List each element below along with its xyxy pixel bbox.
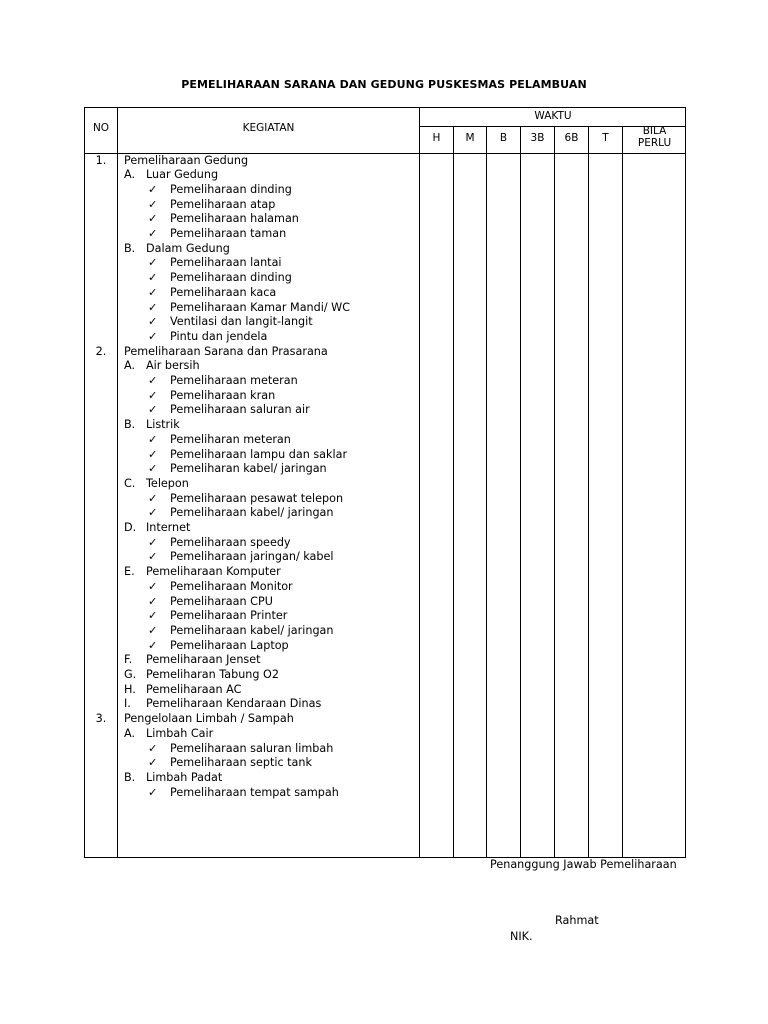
header-waktu: WAKTU xyxy=(534,110,572,122)
signature-name: Rahmat xyxy=(555,914,599,927)
activity-subgroup xyxy=(124,242,230,257)
header-col-3b: 3B xyxy=(530,132,545,144)
checkmark-icon: ✓ xyxy=(148,609,158,623)
activity-item-label: Pemeliharaan jaringan/ kabel xyxy=(170,550,334,564)
column-divider xyxy=(554,127,555,857)
signature-role: Penanggung Jawab Pemeliharaan xyxy=(490,858,677,871)
subgroup-letter: A. xyxy=(124,168,136,182)
activity-item-label: Pemeliharan kabel/ jaringan xyxy=(170,462,327,476)
activity-item-label: Pemeliharaan saluran limbah xyxy=(170,741,334,755)
activity-item-label: Pemeliharan meteran xyxy=(170,432,291,446)
activity-group-label: Pemeliharaan Sarana dan Prasarana xyxy=(124,344,328,358)
header-col-b: B xyxy=(499,132,508,144)
activity-group xyxy=(124,345,328,360)
activity-item-label: Pemeliharaan kran xyxy=(170,388,276,402)
activity-item xyxy=(148,271,292,286)
activity-subgroup xyxy=(124,521,190,536)
row-number: 1. xyxy=(95,153,107,167)
checkmark-icon: ✓ xyxy=(148,638,158,652)
header-no: NO xyxy=(92,122,110,134)
checkmark-icon: ✓ xyxy=(148,741,158,755)
checkmark-icon: ✓ xyxy=(148,197,158,211)
activity-group xyxy=(124,154,248,169)
activity-item xyxy=(148,374,298,389)
checkmark-icon: ✓ xyxy=(148,535,158,549)
activity-item xyxy=(148,448,347,463)
activity-subgroup xyxy=(124,727,213,742)
checkmark-icon: ✓ xyxy=(148,579,158,593)
activity-item-label: Pemeliharaan kabel/ jaringan xyxy=(170,506,334,520)
activity-item-label: Pemeliharaan saluran air xyxy=(170,403,310,417)
activity-group xyxy=(124,712,294,727)
activity-subgroup xyxy=(124,477,189,492)
activity-item xyxy=(148,286,276,301)
checkmark-icon: ✓ xyxy=(148,256,158,270)
activity-subgroup xyxy=(124,565,281,580)
subgroup-letter: A. xyxy=(124,359,136,373)
subgroup-label: Pemeliharaan Komputer xyxy=(146,565,281,579)
checkmark-icon: ✓ xyxy=(148,271,158,285)
activity-item xyxy=(148,609,287,624)
activity-item xyxy=(148,624,334,639)
column-divider xyxy=(520,127,521,857)
activity-item-label: Pemeliharaan dinding xyxy=(170,271,292,285)
activity-item xyxy=(148,506,334,521)
activity-item-label: Pemeliharaan pesawat telepon xyxy=(170,491,344,505)
checkmark-icon: ✓ xyxy=(148,403,158,417)
activity-item xyxy=(148,786,339,801)
activity-item-label: Pemeliharaan speedy xyxy=(170,535,291,549)
subgroup-label: Pemeliharaan Jenset xyxy=(146,653,261,667)
activity-item xyxy=(148,256,282,271)
subgroup-label: Internet xyxy=(146,521,191,534)
activity-item-label: Ventilasi dan langit-langit xyxy=(170,315,313,329)
activity-item-label: Pemeliharaan CPU xyxy=(170,594,273,608)
subgroup-letter: E. xyxy=(124,565,135,579)
activity-item-label: Pemeliharaan Laptop xyxy=(170,638,289,652)
checkmark-icon: ✓ xyxy=(148,756,158,770)
activity-item xyxy=(148,389,275,404)
activity-item xyxy=(148,183,292,198)
activity-item xyxy=(148,433,291,448)
header-col-m: M xyxy=(465,132,475,144)
activity-item xyxy=(148,403,310,418)
activity-subgroup xyxy=(124,668,279,683)
subgroup-label: Air bersih xyxy=(146,359,200,373)
checkmark-icon: ✓ xyxy=(148,388,158,402)
column-divider xyxy=(453,127,454,857)
subgroup-label: Telepon xyxy=(146,476,189,490)
checkmark-icon: ✓ xyxy=(148,462,158,476)
checkmark-icon: ✓ xyxy=(148,182,158,196)
activity-group-label: Pemeliharaan Gedung xyxy=(124,153,249,167)
activity-item xyxy=(148,550,334,565)
activity-item xyxy=(148,212,299,227)
checkmark-icon: ✓ xyxy=(148,300,158,314)
subgroup-letter: C. xyxy=(124,476,136,490)
activity-subgroup xyxy=(124,697,321,712)
activity-item-label: Pemeliharaan Kamar Mandi/ WC xyxy=(170,300,351,314)
checkmark-icon: ✓ xyxy=(148,315,158,329)
activity-item-label: Pemeliharaan halaman xyxy=(170,212,299,226)
subgroup-letter: B. xyxy=(124,770,136,784)
activity-item-label: Pemeliharaan atap xyxy=(170,197,276,211)
activity-item-label: Pemeliharaan kabel/ jaringan xyxy=(170,623,334,637)
activity-subgroup xyxy=(124,653,261,668)
header-kegiatan: KEGIATAN xyxy=(242,122,295,134)
subgroup-letter: G. xyxy=(124,668,137,681)
activity-item xyxy=(148,742,333,757)
checkmark-icon: ✓ xyxy=(148,212,158,226)
checkmark-icon: ✓ xyxy=(148,506,158,520)
activity-subgroup xyxy=(124,418,180,433)
subgroup-letter: B. xyxy=(124,418,136,432)
activity-subgroup xyxy=(124,683,241,698)
activity-item xyxy=(148,227,286,242)
activity-item xyxy=(148,462,327,477)
activity-item-label: Pemeliharaan Monitor xyxy=(170,579,293,593)
activity-item xyxy=(148,330,267,345)
row-number: 2. xyxy=(95,344,107,358)
activity-item xyxy=(148,536,291,551)
activity-item xyxy=(148,580,293,595)
subgroup-label: Pemeliharaan Kendaraan Dinas xyxy=(146,697,322,711)
subgroup-label: Limbah Padat xyxy=(146,770,223,784)
maintenance-table xyxy=(84,107,686,858)
activity-subgroup xyxy=(124,771,222,786)
subgroup-label: Pemeliharaan AC xyxy=(146,682,242,696)
header-bila-perlu-line1: BILA xyxy=(642,125,667,137)
activity-subgroup xyxy=(124,359,200,374)
activity-item xyxy=(148,301,350,316)
column-divider xyxy=(588,127,589,857)
activity-item-label: Pemeliharaan meteran xyxy=(170,374,298,387)
subgroup-label: Pemeliharan Tabung O2 xyxy=(146,668,279,681)
checkmark-icon: ✓ xyxy=(148,550,158,564)
activity-item-label: Pemeliharaan Printer xyxy=(170,609,288,623)
column-divider xyxy=(419,108,420,857)
subgroup-letter: F. xyxy=(124,653,133,667)
activity-subgroup xyxy=(124,168,218,183)
checkmark-icon: ✓ xyxy=(148,594,158,608)
header-col-t: T xyxy=(602,132,609,144)
page-title: PEMELIHARAAN SARANA DAN GEDUNG PUSKESMAS PELAMBUAN xyxy=(181,78,587,91)
checkmark-icon: ✓ xyxy=(148,623,158,637)
column-divider xyxy=(622,127,623,857)
header-col-6b: 6B xyxy=(564,132,579,144)
activity-item-label: Pemeliharaan kaca xyxy=(170,285,277,299)
activity-item-label: Pemeliharaan dinding xyxy=(170,182,292,196)
subgroup-label: Listrik xyxy=(146,418,180,432)
activity-item xyxy=(148,198,275,213)
header-bila-perlu-line2: PERLU xyxy=(637,137,672,149)
subgroup-letter: B. xyxy=(124,241,136,255)
activity-item xyxy=(148,492,343,507)
checkmark-icon: ✓ xyxy=(148,329,158,343)
signature-nik: NIK. xyxy=(510,930,533,943)
subgroup-label: Dalam Gedung xyxy=(146,241,230,255)
checkmark-icon: ✓ xyxy=(148,447,158,461)
subgroup-letter: H. xyxy=(124,682,136,696)
subgroup-label: Luar Gedung xyxy=(146,168,219,182)
subgroup-letter: D. xyxy=(124,521,137,534)
activity-item-label: Pemeliharaan lantai xyxy=(170,256,282,270)
checkmark-icon: ✓ xyxy=(148,227,158,240)
activity-group-label: Pengelolaan Limbah / Sampah xyxy=(124,712,294,726)
subgroup-letter: I. xyxy=(124,697,131,711)
row-number: 3. xyxy=(95,712,107,726)
checkmark-icon: ✓ xyxy=(148,285,158,299)
activity-item xyxy=(148,639,289,654)
checkmark-icon: ✓ xyxy=(148,374,158,387)
header-bila-perlu xyxy=(623,125,686,149)
header-col-h: H xyxy=(432,132,441,144)
activity-item-label: Pemeliharaan septic tank xyxy=(170,756,312,770)
activity-item-label: Pemeliharaan taman xyxy=(170,227,287,240)
activity-item-label: Pintu dan jendela xyxy=(170,329,268,343)
checkmark-icon: ✓ xyxy=(148,432,158,446)
column-divider xyxy=(117,108,118,857)
checkmark-icon: ✓ xyxy=(148,785,158,799)
activity-item xyxy=(148,315,313,330)
activity-item xyxy=(148,756,312,771)
activity-item-label: Pemeliharaan tempat sampah xyxy=(170,785,339,799)
checkmark-icon: ✓ xyxy=(148,491,158,505)
column-divider xyxy=(486,127,487,857)
activity-item xyxy=(148,595,273,610)
subgroup-label: Limbah Cair xyxy=(146,726,214,740)
activity-item-label: Pemeliharaan lampu dan saklar xyxy=(170,447,348,461)
subgroup-letter: A. xyxy=(124,726,136,740)
